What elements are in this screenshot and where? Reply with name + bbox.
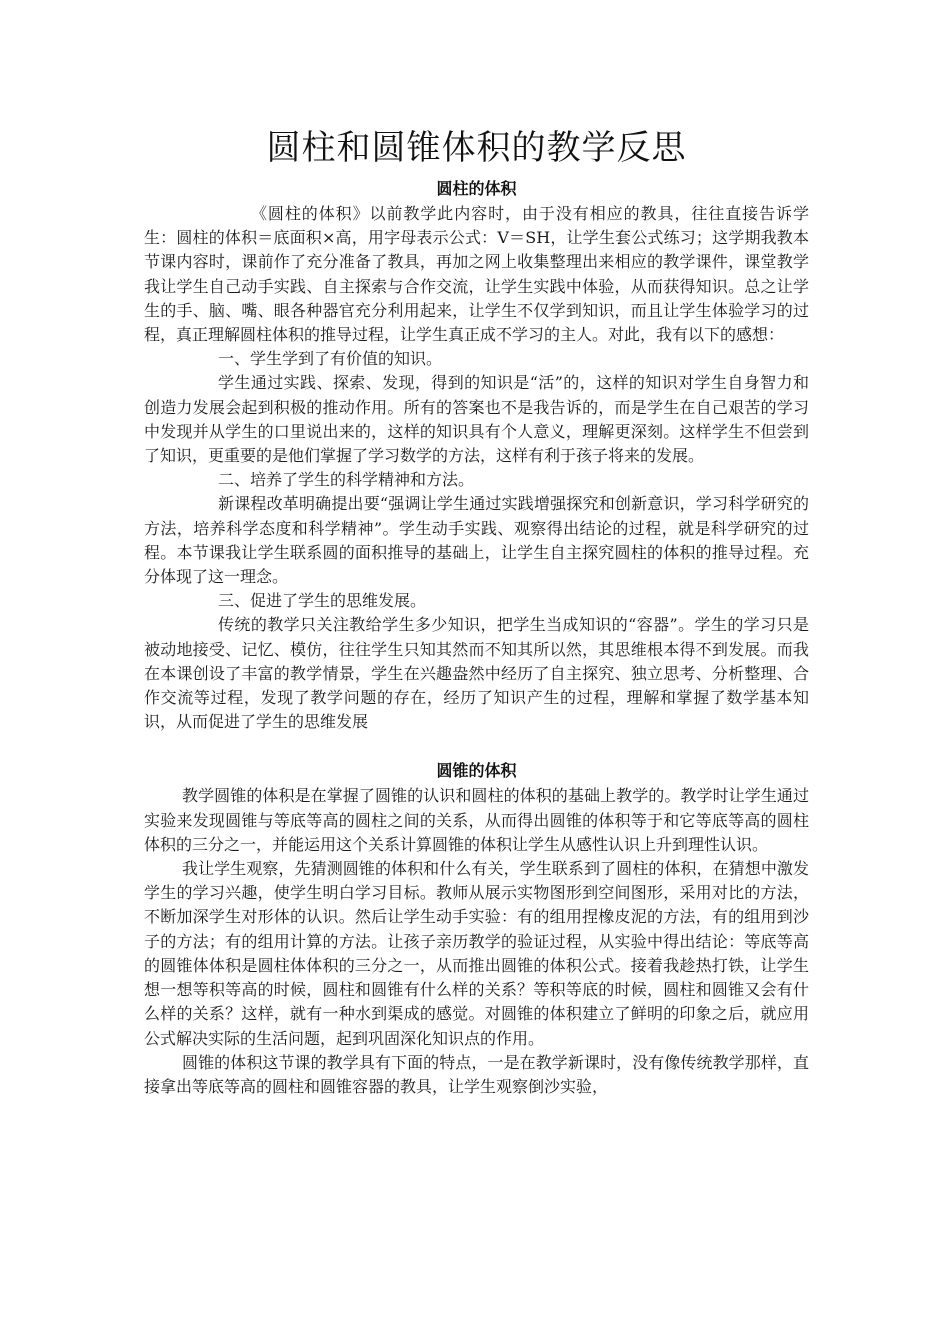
document-body <box>144 120 809 1099</box>
paragraph: 传统的教学只关注教给学生多少知识，把学生当成知识的“容器”。学生的学习只是被动地接受、记忆、模仿，往往学生只知其然而不知其所以然，其思维根本得不到发展。而我在本课创设了丰富的教学情景，学生在兴趣盎然中经历了自主探究、独立思考、分析整理、合作交流等过程，发现了教学问题的存在，经历了知识产生的过程，理解和掌握了数学基本知识，从而促进了学生的思维发展 <box>144 615 809 732</box>
paragraph: 学生通过实践、探索、发现，得到的知识是“活”的，这样的知识对学生自身智力和创造力发展会起到积极的推动作用。所有的答案也不是我告诉的，而是学生在自己艰苦的学习中发现并从学生的口里说出来的，这样的知识具有个人意义，理解更深刻。这样学生不但尝到了知识，更重要的是他们掌握了学习数学的方法，这样有利于孩子将来的发展。 <box>144 373 809 466</box>
paragraph: 教学圆锥的体积是在掌握了圆锥的认识和圆柱的体积的基础上教学的。教学时让学生通过实验来发现圆锥与等底等高的圆柱之间的关系，从而得出圆锥的体积等于和它等底等高的圆柱体积的三分之一，并能运用这个关系计算圆锥的体积让学生从感性认识上升到理性认识。 <box>144 786 809 854</box>
paragraph-heading: 二、培养了学生的科学精神和方法。 <box>218 470 475 490</box>
document-title: 圆柱和圆锥体积的教学反思 <box>266 128 687 168</box>
paragraph: 我让学生观察，先猜测圆锥的体积和什么有关，学生联系到了圆柱的体积，在猜想中激发学生的学习兴趣，使学生明白学习目标。教师从展示实物图形到空间图形，采用对比的方法，不断加深学生对形体的认识。然后让学生动手实验：有的组用捏橡皮泥的方法，有的组用到沙子的方法；有的组用计算的方法。让孩子亲历教学的验证过程，从实验中得出结论：等底等高的圆锥体体积是圆柱体体积的三分之一，从而推出圆锥的体积公式。接着我趁热打铁，让学生想一想等积等高的时候，圆柱和圆锥有什么样的关系？等积等底的时候，圆柱和圆锥又会有什么样的关系？这样，就有一种水到渠成的感觉。对圆锥的体积建立了鲜明的印象之后，就应用公式解决实际的生活问题，起到巩固深化知识点的作用。 <box>144 859 809 1048</box>
section-heading-cone: 圆锥的体积 <box>436 761 517 781</box>
section-spacer <box>144 734 809 758</box>
section-heading-cylinder: 圆柱的体积 <box>436 179 517 198</box>
paragraph: 《圆柱的体积》以前教学此内容时，由于没有相应的教具，往往直接告诉学生：圆柱的体积＝底面积×高，用字母表示公式：V＝SH，让学生套公式练习；这学期我教本节课内容时，课前作了充分准备了教具，再加之网上收集整理出来相应的教学课件，课堂教学我让学生自己动手实践、自主探索与合作交流，让学生实践中体验，从而获得知识。总之让学生的手、脑、嘴、眼各种器官充分利用起来，让学生不仅学到知识，而且让学生体验学习的过程，真正理解圆柱体积的推导过程，让学生真正成不学习的主人。对此，我有以下的感想： <box>144 204 809 345</box>
paragraph-heading: 三、促进了学生的思维发展。 <box>218 591 427 611</box>
paragraph: 新课程改革明确提出要“强调让学生通过实践增强探究和创新意识，学习科学研究的方法，培养科学态度和科学精神”。学生动手实践、观察得出结论的过程，就是科学研究的过程。本节课我让学生联系圆的面积推导的基础上，让学生自主探究圆柱的体积的推导过程。充分体现了这一理念。 <box>144 494 809 587</box>
paragraph-heading: 一、学生学到了有价值的知识。 <box>218 349 443 369</box>
paragraph: 圆锥的体积这节课的教学具有下面的特点，一是在教学新课时，没有像传统教学那样，直接拿出等底等高的圆柱和圆锥容器的教具，让学生观察倒沙实验， <box>144 1052 809 1096</box>
